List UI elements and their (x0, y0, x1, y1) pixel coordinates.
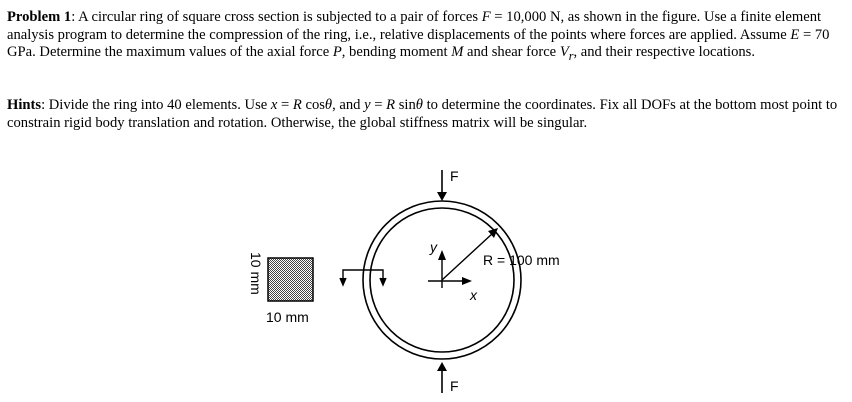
problem-text-3: = 70 GPa. Determine the maximum values of the axial force (7, 26, 830, 61)
hints-symbol-r2: R (386, 97, 396, 113)
top-force-arrow (437, 168, 459, 201)
hints-text-4: , and (332, 97, 365, 113)
cross-section (248, 252, 313, 325)
problem-symbol-f: F (481, 9, 491, 25)
problem-text-2: = 10,000 N, as shown in the figure. Use a finite element analysis program to determine the compression of the ring, i.e., relative displacements of the points where forces are applied. Assume (7, 9, 822, 43)
bottom-force-label: F (450, 378, 459, 394)
hints-heading: Hints (7, 97, 42, 113)
hints-symbol-r1: R (292, 97, 302, 113)
problem-symbol-v: V (559, 44, 569, 61)
hints-symbol-y: y (364, 97, 371, 113)
hints-text-1: : Divide the ring into 40 elements. Use (41, 97, 271, 113)
problem-symbol-e: E (790, 26, 800, 43)
problem-text-4: , bending moment (341, 44, 452, 61)
hints-symbol-x: x (270, 97, 278, 113)
problem-symbol-p: P (332, 44, 342, 61)
hints-text-6: sin (395, 97, 416, 113)
x-axis-label: x (470, 287, 477, 303)
problem-symbol-v-subscript: r (568, 49, 574, 64)
problem-heading: Problem 1 (7, 9, 72, 25)
problem-text-1: : A circular ring of square cross section is subjected to a pair of forces (71, 9, 482, 25)
problem-text-5: and shear force (463, 44, 560, 61)
cross-section-square (268, 258, 313, 301)
hints-symbol-theta2: θ (415, 97, 423, 113)
top-force-label: F (450, 168, 459, 184)
y-axis-label: y (430, 239, 437, 255)
hints-text-5: = (370, 97, 387, 113)
bottom-force-arrow (437, 362, 459, 394)
hints-text-2: = (277, 97, 293, 113)
problem-text-6: , and their respective locations. (573, 44, 756, 61)
hints-symbol-theta1: θ (324, 97, 333, 113)
hints-text-7: to determine the coordinates. Fix all DOFs at the bottom most point to constrain rigid body translation and rotation. Otherwise, the global stiffness matrix will be singular. (7, 97, 838, 131)
radius-label: R = 100 mm (483, 252, 560, 268)
coordinate-axes (428, 239, 478, 303)
hints-text-3: cos (301, 97, 325, 113)
height-dimension-label: 10 mm (248, 252, 264, 295)
width-dimension-label: 10 mm (266, 309, 309, 325)
radius-indicator (442, 228, 560, 280)
problem-symbol-m: M (451, 44, 464, 61)
